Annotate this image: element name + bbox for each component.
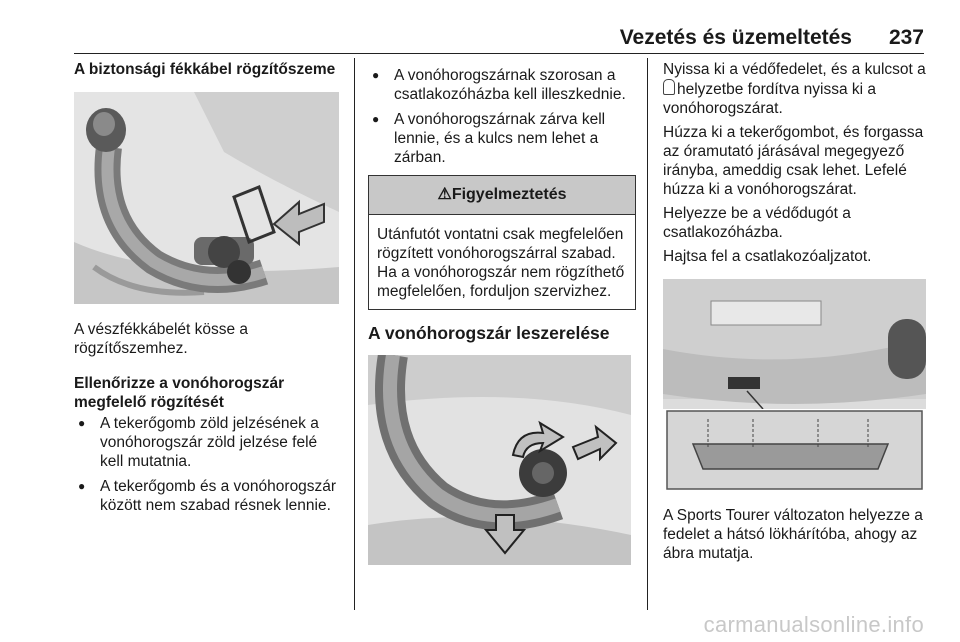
list-item: ● A vonóhorogszárnak szorosan a csatlakozóházba kell illeszkednie. bbox=[368, 66, 636, 104]
column-divider bbox=[647, 58, 648, 610]
column-3 bbox=[663, 60, 928, 563]
bumper-caption: A Sports Tourer változaton helyezze a fedelet a hátsó lökhárítóba, ahogy az ábra mutatja. bbox=[663, 507, 923, 562]
warning-header bbox=[369, 176, 635, 215]
list-item: ● A tekerőgomb és a vonóhorogszár között nem szabad résnek lennie. bbox=[74, 477, 344, 515]
section-title: Vezetés és üzemeltetés bbox=[619, 26, 852, 49]
check-list-continued bbox=[368, 66, 636, 167]
step-open-cover bbox=[663, 60, 928, 118]
unlock-symbol-icon bbox=[663, 79, 675, 95]
step-fold-socket: Hajtsa fel a csatlakozóaljzatot. bbox=[663, 248, 872, 265]
warning-box bbox=[368, 175, 636, 310]
step-open-cover-text-end: helyzetbe fordítva nyissa ki a vonóhorogszárat. bbox=[663, 81, 877, 117]
towbar-eye-drawing bbox=[74, 92, 339, 304]
list-item: ● A tekerőgomb zöld jelzésének a vonóhorogszár zöld jelzése felé kell mutatnia. bbox=[74, 414, 344, 471]
towbar-removal-illustration bbox=[368, 355, 631, 565]
towbar-removal-drawing bbox=[368, 355, 631, 565]
check-list bbox=[74, 414, 344, 515]
header-divider bbox=[74, 53, 924, 54]
warning-text: Utánfutót vontatni csak megfelelően rögzített vonóhorogszárral szabad. Ha a vonóhorogszár nem rögzíthető megfelelően, forduljon szervizhez. bbox=[377, 226, 625, 300]
step-pull-knob: Húzza ki a tekerőgombot, és forgassa az óramutató járásával megegyező irányba, ameddig csak lehet. Lefelé húzza ki a vonóhorogszárat. bbox=[663, 124, 924, 198]
towbar-eye-illustration bbox=[74, 92, 339, 304]
step-open-cover-text: Nyissa ki a védőfedelet, és a kulcsot a bbox=[663, 61, 926, 78]
watermark: carmanualsonline.info bbox=[703, 612, 924, 637]
removal-heading: A vonóhorogszár leszerelése bbox=[368, 323, 610, 343]
check-subheading: Ellenőrizze a vonóhorogszár megfelelő rögzítését bbox=[74, 375, 285, 411]
warning-title: Figyelmeztetés bbox=[451, 186, 567, 203]
warning-triangle-icon: ⚠ bbox=[437, 186, 452, 203]
page-number: 237 bbox=[888, 26, 924, 49]
eye-caption: A vészfékkábelét kösse a rögzítőszemhez. bbox=[74, 321, 249, 357]
eye-heading: A biztonsági fékkábel rögzítőszeme bbox=[74, 61, 336, 78]
list-item: ● A vonóhorogszárnak zárva kell lennie, és a kulcs nem lehet a zárban. bbox=[368, 110, 636, 167]
bumper-cover-illustration bbox=[663, 279, 926, 491]
step-insert-plug: Helyezze be a védődugót a csatlakozóházba. bbox=[663, 205, 851, 241]
page-header bbox=[0, 0, 960, 54]
column-2 bbox=[368, 60, 636, 565]
column-1 bbox=[74, 60, 344, 521]
column-divider bbox=[354, 58, 355, 610]
bumper-cover-drawing bbox=[663, 279, 926, 491]
